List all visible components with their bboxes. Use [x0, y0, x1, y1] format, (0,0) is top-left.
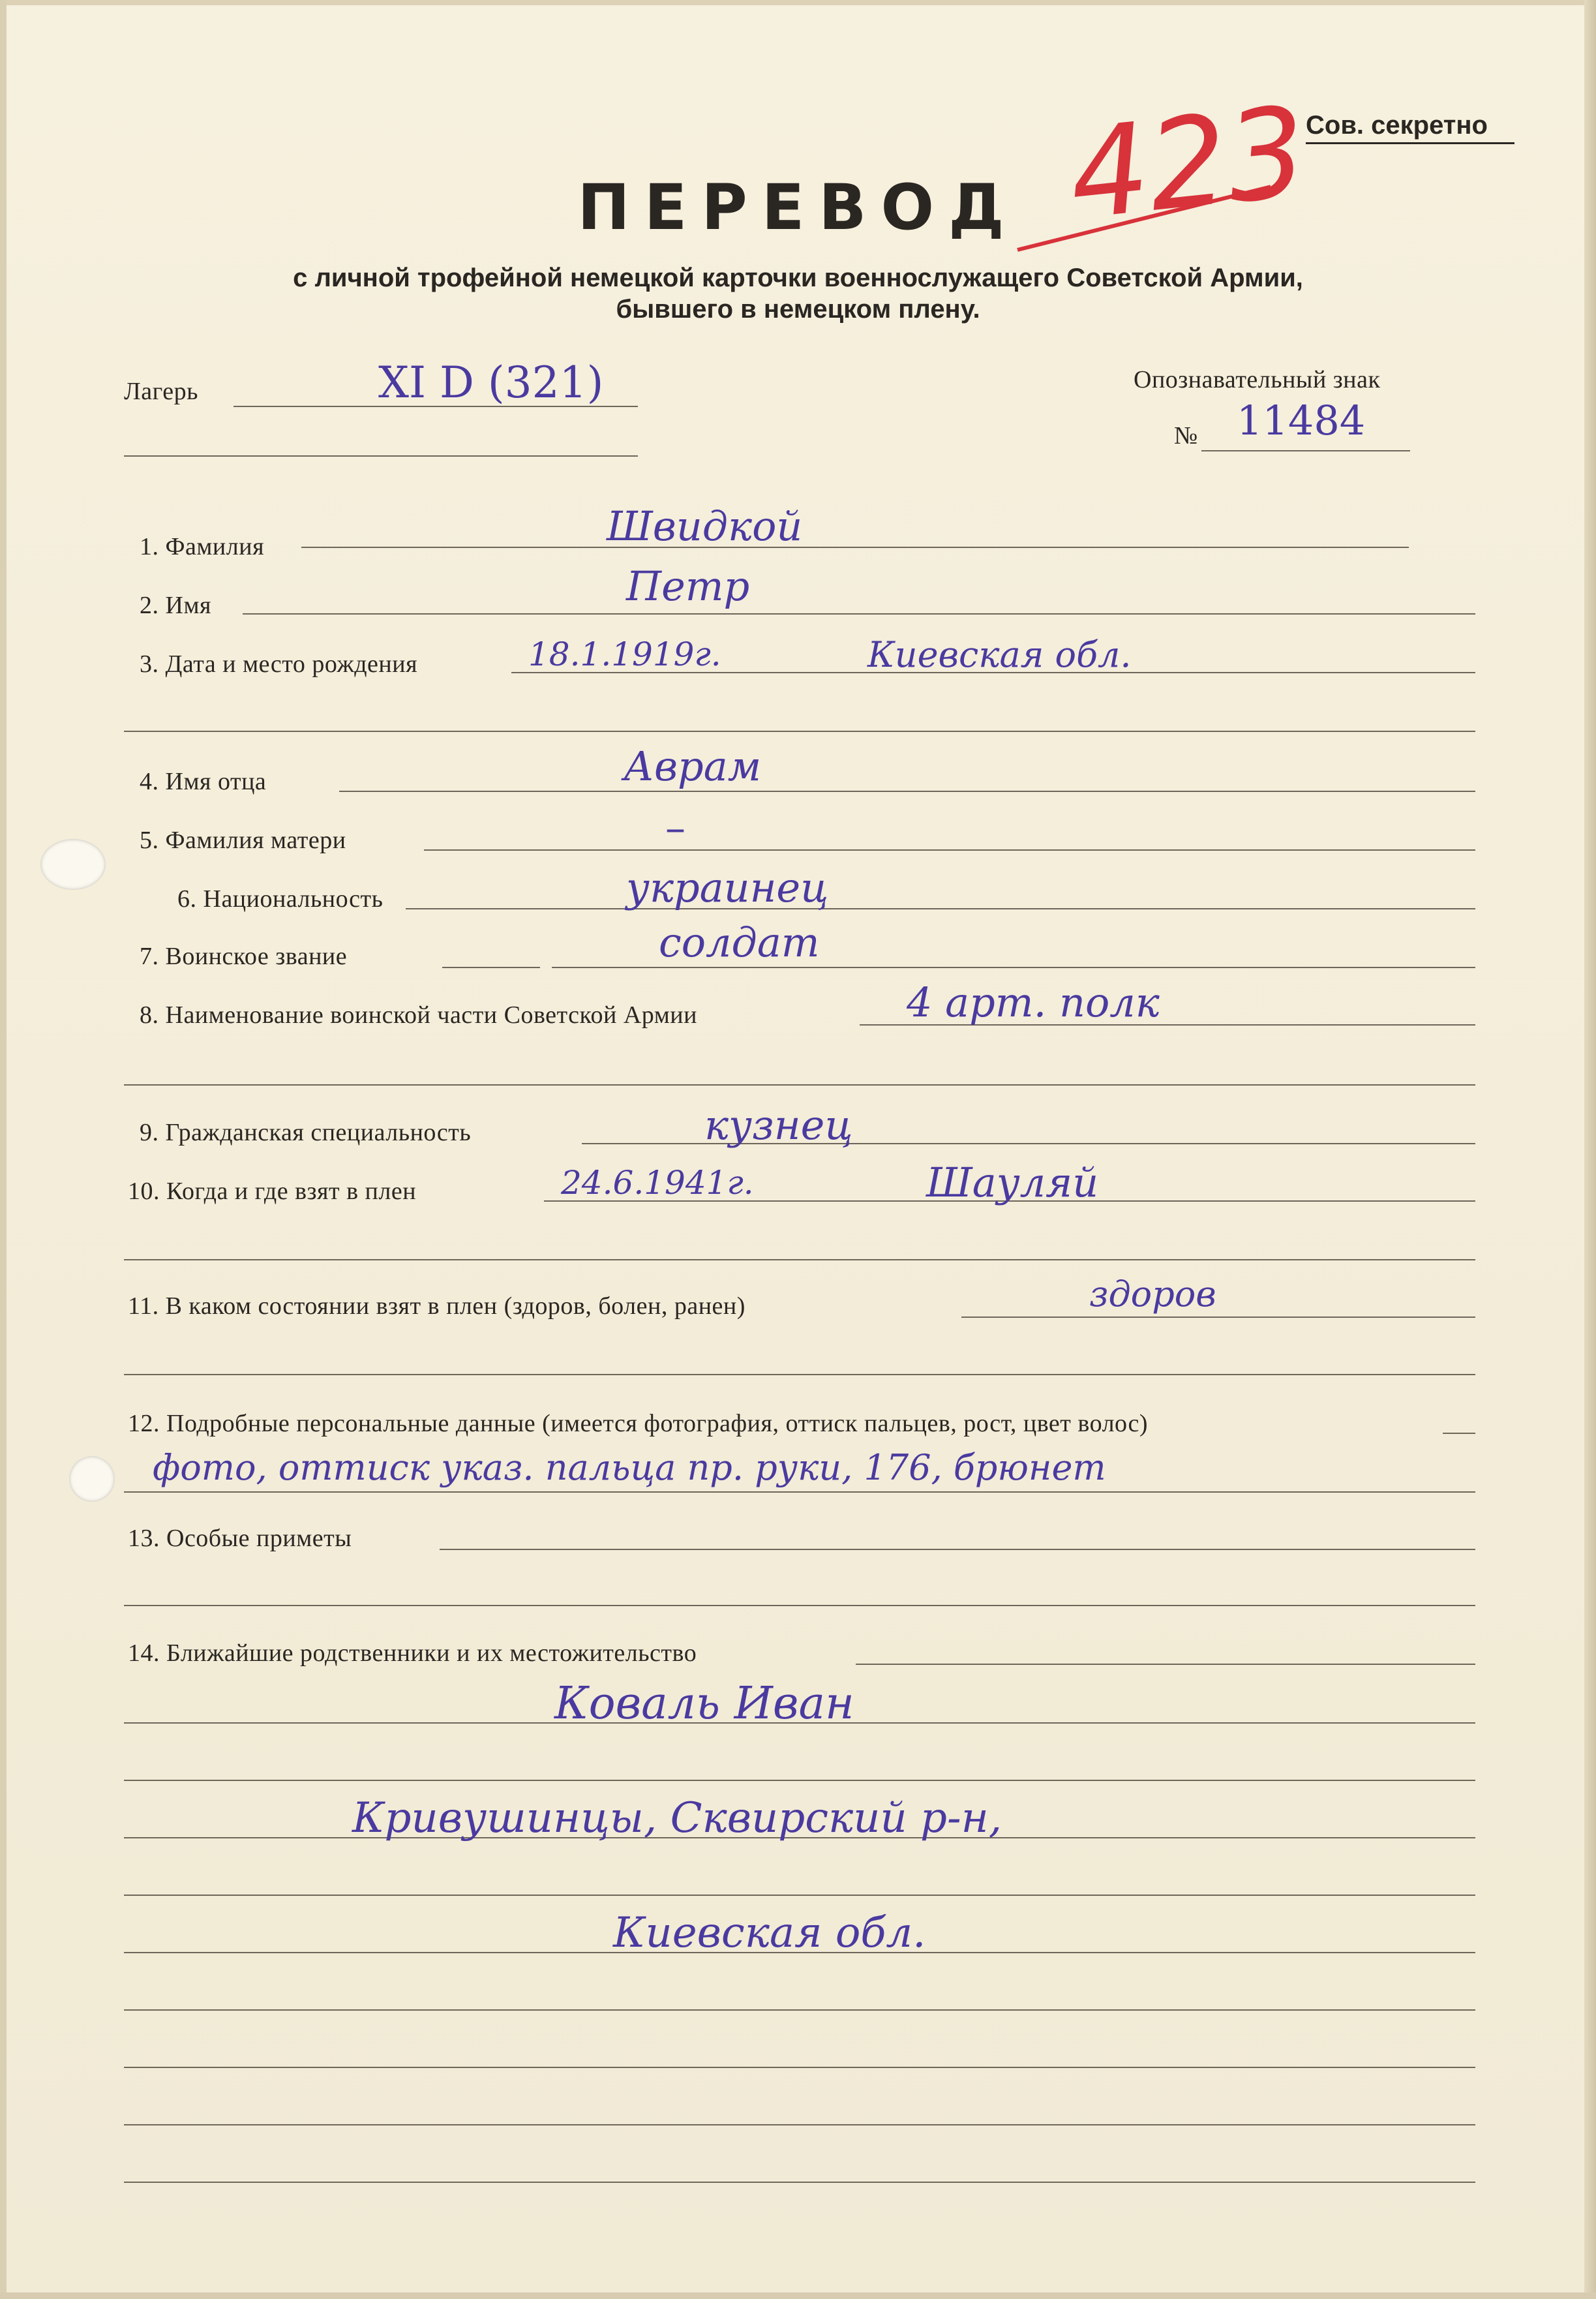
camp-line-2	[124, 455, 638, 457]
field-13-line-2	[124, 1605, 1475, 1606]
field-10-date: 24.6.1941г.	[561, 1164, 754, 1202]
field-5-value: –	[665, 804, 685, 851]
document-title: ПЕРЕВОД	[577, 171, 1019, 244]
camp-value: XI D (321)	[378, 358, 604, 408]
field-6-line	[406, 908, 1475, 909]
stamp-number: 423	[1062, 79, 1314, 248]
paper-edge-top	[0, 0, 1596, 5]
field-12-line-2	[124, 1491, 1475, 1493]
field-9-value: кузнец	[704, 1101, 853, 1149]
field-5-label: 5. Фамилия матери	[140, 827, 346, 854]
id-mark-label: Опознавательный знак	[1134, 366, 1381, 393]
id-number-prefix: №	[1174, 422, 1198, 449]
punch-hole-bottom	[69, 1456, 115, 1502]
field-14-line-3	[124, 1780, 1475, 1781]
field-2-label: 2. Имя	[140, 592, 211, 619]
field-8-line-2	[124, 1084, 1475, 1086]
document-subtitle-1: с личной трофейной немецкой карточки военнослужащего Советской Армии,	[293, 264, 1303, 292]
field-10-line-2	[124, 1259, 1475, 1260]
field-1-value: Швидкой	[607, 502, 803, 550]
field-14-label: 14. Ближайшие родственники и их местожительство	[128, 1639, 697, 1667]
field-14-line-8	[124, 2067, 1475, 2068]
field-14-line-5	[124, 1895, 1475, 1896]
field-7-line-a	[442, 967, 540, 968]
classification-underline	[1306, 142, 1514, 144]
field-2-line	[243, 613, 1475, 615]
paper-edge-right	[1584, 0, 1596, 2299]
classification-label: Сов. секретно	[1306, 111, 1488, 140]
field-3-place: Киевская обл.	[867, 634, 1132, 675]
field-10-place: Шауляй	[926, 1159, 1099, 1206]
field-1-label: 1. Фамилия	[140, 533, 265, 560]
field-13-line	[440, 1549, 1475, 1550]
camp-label: Лагерь	[124, 378, 198, 405]
field-3-date: 18.1.1919г.	[528, 635, 721, 673]
field-9-label: 9. Гражданская специальность	[140, 1119, 472, 1146]
id-number-value: 11484	[1237, 397, 1366, 444]
field-12-label: 12. Подробные персональные данные (имеется фотография, оттиск пальцев, рост, цвет волос)	[128, 1410, 1148, 1437]
punch-hole-top	[40, 839, 106, 890]
id-number-line	[1201, 450, 1410, 451]
field-14-value-2: Кривушинцы, Сквирский р-н,	[352, 1794, 1002, 1842]
field-1-line	[301, 547, 1409, 548]
field-7-label: 7. Воинское звание	[140, 943, 348, 970]
field-14-line-7	[124, 2009, 1475, 2011]
field-4-value: Аврам	[624, 742, 762, 790]
document-subtitle-2: бывшего в немецком плену.	[616, 295, 980, 324]
field-13-label: 13. Особые приметы	[128, 1525, 352, 1552]
field-11-line-2	[124, 1374, 1475, 1375]
field-11-label: 11. В каком состоянии взят в плен (здоров, болен, ранен)	[128, 1292, 745, 1320]
field-6-label: 6. Национальность	[177, 885, 384, 913]
field-7-line	[552, 967, 1475, 968]
field-14-line-10	[124, 2182, 1475, 2183]
field-11-value: здоров	[1089, 1273, 1216, 1315]
field-6-value: украинец	[626, 864, 829, 911]
field-2-value: Петр	[626, 562, 750, 610]
field-14-line	[856, 1664, 1475, 1665]
field-14-value-3: Киевская обл.	[613, 1909, 926, 1957]
field-14-value-1: Коваль Иван	[554, 1678, 854, 1729]
field-3-line-2	[124, 731, 1475, 732]
field-7-value: солдат	[659, 919, 820, 966]
field-12-value: фото, оттиск указ. пальца пр. руки, 176, брюнет	[153, 1447, 1106, 1488]
field-10-label: 10. Когда и где взят в плен	[128, 1178, 417, 1205]
field-14-line-9	[124, 2124, 1475, 2125]
field-8-label: 8. Наименование воинской части Советской Армии	[140, 1001, 697, 1029]
field-11-line	[961, 1317, 1475, 1318]
field-5-line	[424, 849, 1475, 851]
field-8-value: 4 арт. полк	[907, 979, 1160, 1026]
field-4-line	[339, 791, 1475, 792]
paper-edge-bottom	[0, 2292, 1596, 2299]
field-12-line	[1443, 1433, 1475, 1434]
paper-edge-left	[0, 0, 7, 2299]
field-3-label: 3. Дата и место рождения	[140, 650, 418, 678]
field-4-label: 4. Имя отца	[140, 768, 267, 795]
